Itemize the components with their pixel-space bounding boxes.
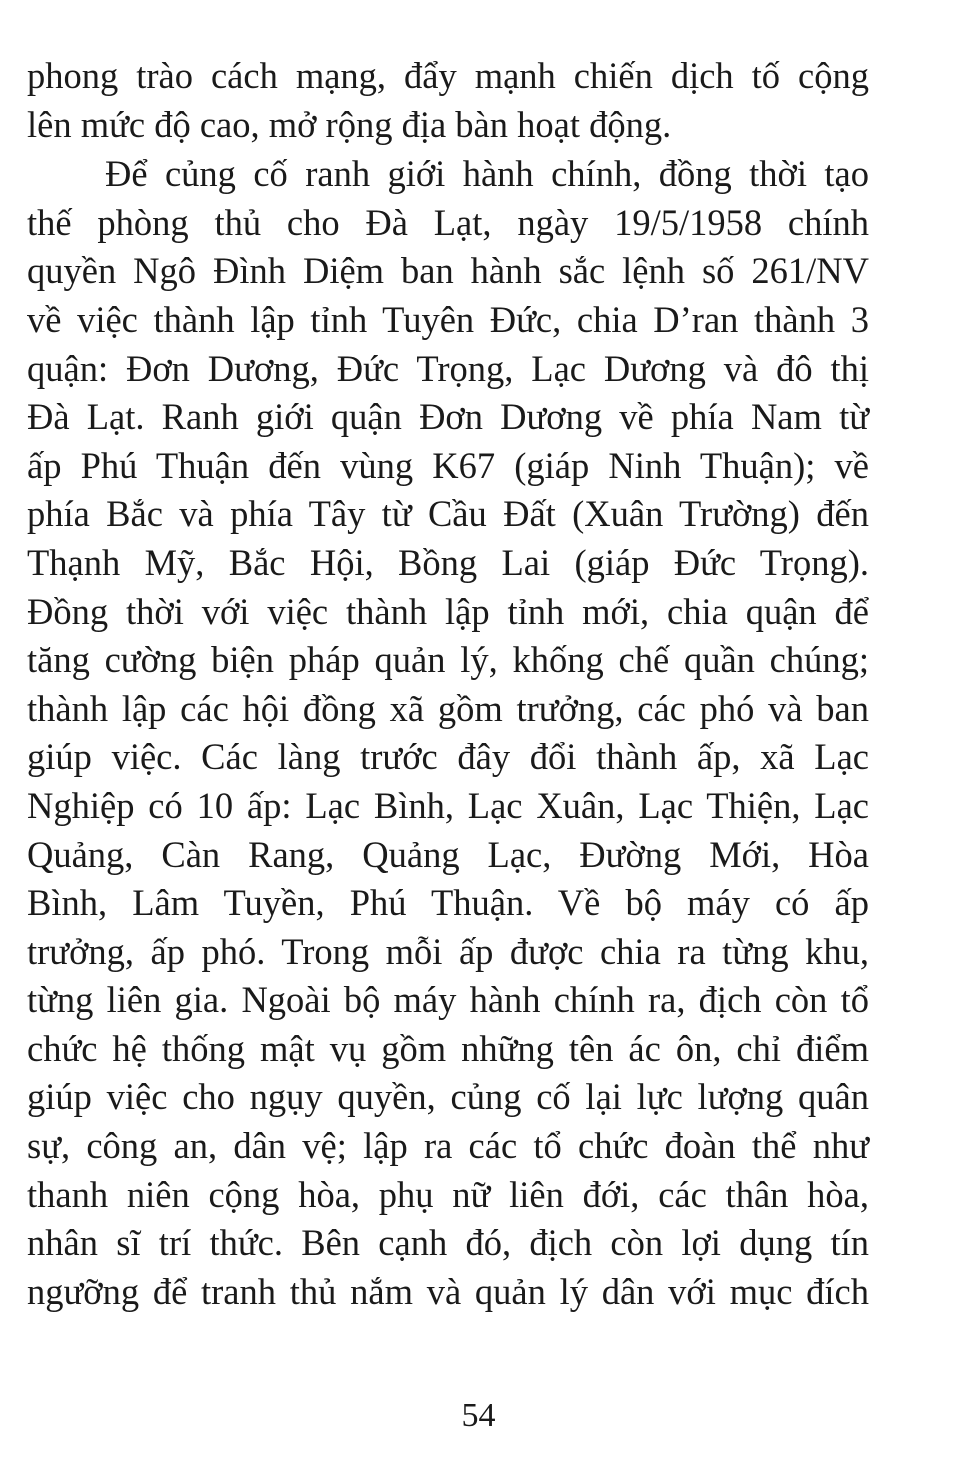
text-line: Để củng cố ranh giới hành chính, đồng thời tạo (105, 153, 869, 195)
text-line: giúp việc cho ngụy quyền, củng cố lại lực lượng quân (27, 1076, 869, 1118)
text-line: sự, công an, dân vệ; lập ra các tổ chức đoàn thể như (27, 1125, 869, 1167)
text-line: quyền Ngô Đình Diệm ban hành sắc lệnh số 261/NV (27, 250, 869, 292)
text-line: Đồng thời với việc thành lập tỉnh mới, chia quận để (27, 590, 869, 632)
text-line: trưởng, ấp phó. Trong mỗi ấp được chia ra từng khu, (27, 930, 869, 972)
text-line: nhân sĩ trí thức. Bên cạnh đó, địch còn lợi dụng tín (27, 1222, 869, 1264)
text-line: phía Bắc và phía Tây từ Cầu Đất (Xuân Trường) đến (27, 493, 869, 535)
text-line: Quảng, Càn Rang, Quảng Lạc, Đường Mới, Hòa (27, 833, 869, 875)
text-line: thành lập các hội đồng xã gồm trưởng, các phó và ban (27, 687, 869, 729)
text-line: Nghiệp có 10 ấp: Lạc Bình, Lạc Xuân, Lạc Thiện, Lạc (27, 784, 869, 826)
page-number: 54 (461, 1397, 496, 1434)
text-line: tăng cường biện pháp quản lý, khống chế quần chúng; (27, 639, 869, 681)
text-line: lên mức độ cao, mở rộng địa bàn hoạt động. (27, 103, 672, 145)
text-line: Đà Lạt. Ranh giới quận Đơn Dương về phía Nam từ (27, 396, 869, 438)
text-line: Thạnh Mỹ, Bắc Hội, Bồng Lai (giáp Đức Trọng). (27, 541, 869, 583)
text-line: thanh niên cộng hòa, phụ nữ liên đới, các thân hòa, (27, 1173, 869, 1215)
text-line: phong trào cách mạng, đẩy mạnh chiến dịch tố cộng (27, 55, 869, 96)
text-line: từng liên gia. Ngoài bộ máy hành chính ra, địch còn tổ (27, 979, 869, 1021)
paragraph-2 (27, 150, 869, 1316)
body-text (27, 52, 869, 1316)
text-line: về việc thành lập tỉnh Tuyên Đức, chia D’ran thành 3 (27, 298, 869, 340)
text-line: quận: Đơn Dương, Đức Trọng, Lạc Dương và đô thị (27, 347, 869, 389)
text-line: chức hệ thống mật vụ gồm những tên ác ôn, chỉ điểm (27, 1027, 869, 1069)
text-line: ngưỡng để tranh thủ nắm và quản lý dân với mục đích (27, 1270, 869, 1312)
text-line: Bình, Lâm Tuyền, Phú Thuận. Về bộ máy có ấp (27, 882, 869, 924)
text-line: giúp việc. Các làng trước đây đổi thành ấp, xã Lạc (27, 736, 869, 778)
text-line: thế phòng thủ cho Đà Lạt, ngày 19/5/1958 chính (27, 201, 869, 243)
text-line: ấp Phú Thuận đến vùng K67 (giáp Ninh Thuận); về (27, 444, 869, 486)
paragraph-1 (27, 52, 869, 149)
